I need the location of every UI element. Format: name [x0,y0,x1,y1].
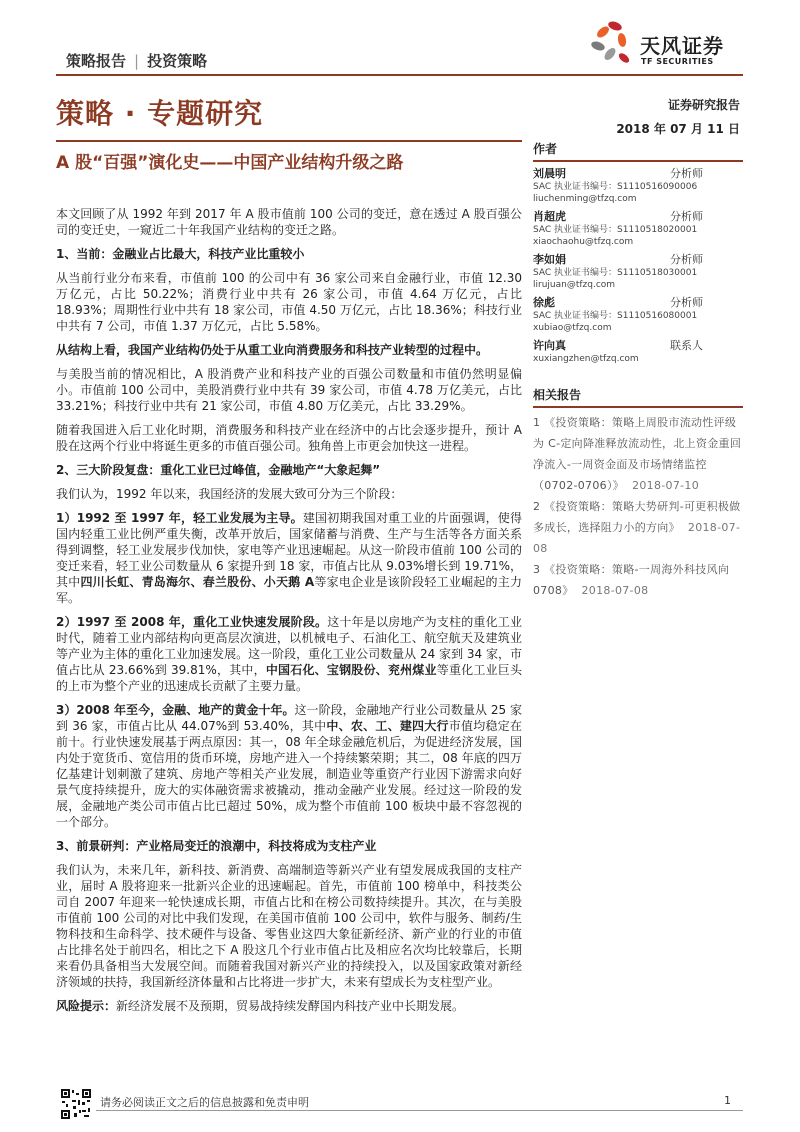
authors-panel [533,140,743,365]
category-separator: | [134,52,140,70]
report-type: 证券研究报告 [667,98,740,112]
authors-heading: 作者 [533,140,743,162]
author-role: 分析师 [670,253,703,266]
header-divider [56,74,743,76]
subcategory-label: 投资策略 [147,52,208,70]
stage-1-text: 建国初期我国对重工业的片面强调，使得国内轻重工业比例严重失衡，改革开放后，国家储蓄与消费、生产与生活等各方面关系得到调整，轻工业发展步伐加快，家电等产业迅速崛起。从这一阶段市值前 100 公司的变迁来看，轻工业公司数量从 6 家提升到 18 家，市值占比从 9.03%增长到 19.71%，其中 [56,511,522,589]
stage-2-paragraph [56,614,522,694]
related-report-date: 2018-07-08 [533,521,741,555]
author-header [533,294,703,310]
stage-3-text-end: 市值均稳定在前十。行业快速发展基于两点原因：其一，08 年全球金融危机后，为促进经济发展，国内处于宽货币、宽信用的货币环境，房地产进入一个持续繁荣期；其二，08 年底的四万亿基建计划刺激了建筑、房地产等相关产业发展，制造业等重资产行业因下游需求向好景气度持续提升，庞大的实体融资需求被撬动，推动金融产业发展。经过这一阶段的发展，金融地产类公司市值占比已超过 50%，成为整个市值前 100 板块中最不容忽视的一个部分。 [56,719,522,829]
author-header [533,165,703,181]
author-name: 刘晨明 [533,167,566,180]
author-role: 分析师 [670,296,703,309]
author-cert: SAC 执业证书编号：S1110516090006 [533,182,698,192]
stage-1-companies: 四川长虹、青岛海尔、春兰股份、小天鹅 A [80,575,315,589]
related-report-title: 1 《投资策略：策略上周股市流动性评级为 C-定向降准释放流动性，北上资金重回净流入-一周资金面及市场情绪监控（0702-0706）》 [533,416,742,492]
risk-paragraph [56,998,522,1014]
author-role: 分析师 [670,210,703,223]
risk-text: 新经济发展不及预期，贸易战持续发酵国内科技产业中长期发展。 [116,999,465,1013]
paragraph-us-comparison: 与美股当前的情况相比，A 股消费产业和科技产业的百强公司数量和市值仍然明显偏小。市值前 100 公司中，美股消费行业中共有 39 家公司，市值 4.78 万亿美元，占比 33.21%；科技行业中共有 21 家公司，市值 4.80 万亿美元，占比 33.29%。 [56,367,522,413]
page-number: 1 [724,1094,731,1107]
stage-1-paragraph [56,510,522,606]
report-date: 2018 年 07 月 11 日 [616,122,740,136]
paragraph-three-stages: 我们认为，1992 年以来，我国经济的发展大致可分为三个阶段： [56,487,403,501]
related-report-date: 2018-07-08 [581,584,649,597]
stage-3-paragraph [56,702,522,830]
stage-3-text: 这一阶段，金融地产行业公司数量从 25 家到 36 家，市值占比从 44.07%到 53.40%，其中 [56,703,522,733]
logo-wordmark: 天风证券 [640,34,724,58]
stage-2-text-end: 等重化工业巨头的上市为整个产业的迅速成长贡献了主要力量。 [56,663,522,693]
related-reports-panel [533,386,743,601]
author-cert: SAC 执业证书编号：S1110516080001 [533,311,698,321]
author-entry [533,165,743,205]
paragraph-structure-conclusion: 从结构上看，我国产业结构仍处于从重工业向消费服务和科技产业转型的过程中。 [56,343,489,357]
author-cert: SAC 执业证书编号：S1110518030001 [533,268,698,278]
author-email[interactable]: liuchenming@tfzq.com [533,194,637,204]
related-list [533,412,743,601]
author-header [533,251,703,267]
category-label: 策略报告 [66,52,127,70]
author-cert: SAC 执业证书编号：S1110518020001 [533,225,698,235]
author-entry [533,337,743,365]
footer-divider [96,1110,743,1111]
author-entry [533,294,743,334]
stage-2-companies: 中国石化、宝钢股份、兖州煤业 [265,663,437,677]
stage-2-heading: 2）1997 至 2008 年，重化工业快速发展阶段。 [56,615,328,629]
author-email[interactable]: xiaochaohu@tfzq.com [533,237,634,247]
related-report-date: 2018-07-10 [632,479,699,492]
paragraph-prospects: 我们认为，未来几年，新科技、新消费、高端制造等新兴产业有望发展成我国的支柱产业，届时 A 股将迎来一批新兴企业的迅速崛起。首先，市值前 100 榜单中，科技类公司自 2007 年迎来一轮快速成长期，市值占比和在榜公司数持续提升。其次，在与美股市值前 100 公司的对比中我们发现，在美国市值前 100 公司中，软件与服务、制药/生物科技和生命科学、技术硬件与设备、零售业这四大象征新经济、新产业的行业的市值占比排名处于前四名，相比之下 A 股这几个行业市值占比及相应名次均比较靠后，长期来看仍具备相当大发展空间。而随着我国对新兴产业的持续投入，以及国家政策对新经济领域的扶持，我国新经济体量和占比将进一步扩大，未来有望成长为支柱型产业。 [56,863,522,989]
page-title: 策略 · 专题研究 [56,97,264,130]
subtitle-divider [56,140,522,142]
author-name: 许向真 [533,339,566,352]
logo-english: TF SECURITIES [641,57,714,66]
related-report-title: 3 《投资策略：策略-一周海外科技风向 0708》 [533,563,730,597]
report-body [56,206,522,1022]
stage-3-heading: 3）2008 年至今，金融、地产的黄金十年。 [56,703,295,717]
section-heading-2: 2、三大阶段复盘：重化工业已过峰值，金融地产“大象起舞” [56,463,381,477]
section-heading-1: 1、当前：金融业占比最大，科技产业比重较小 [56,247,305,261]
author-name: 徐彪 [533,296,555,309]
author-name: 李如娟 [533,253,566,266]
report-category [66,50,207,71]
author-email[interactable]: xubiao@tfzq.com [533,323,612,333]
author-email[interactable]: lirujuan@tfzq.com [533,280,616,290]
author-role: 联系人 [670,339,703,352]
footer-disclaimer: 请务必阅读正文之后的信息披露和免责申明 [100,1096,309,1109]
risk-label: 风险提示： [56,999,117,1013]
author-name: 肖超虎 [533,210,566,223]
stage-2-text: 这十年是以房地产为支柱的重化工业时代，随着工业内部结构向更高层次演进，以机械电子、石油化工、航空航天及建筑业等产业为主体的重化工业加速发展。这一阶段，重化工业公司数量从 24 家到 34 家，市值占比从 23.66%到 39.81%，其中， [56,615,522,677]
stage-3-companies: 中、农、工、建四大行 [326,719,449,733]
author-entry [533,208,743,248]
related-report-link[interactable] [533,412,743,496]
author-role: 分析师 [670,167,703,180]
section-heading-3: 3、前景研判：产业格局变迁的浪潮中，科技将成为支柱产业 [56,839,377,853]
intro-paragraph: 本文回顾了从 1992 年到 2017 年 A 股市值前 100 公司的变迁，意在透过 A 股百强公司的变迁史，一窥近二十年我国产业结构的变迁之路。 [56,207,522,237]
stage-1-text-end: 等家电企业是该阶段轻工业崛起的主力军。 [56,575,522,605]
author-header [533,208,703,224]
report-subtitle: A 股“百强”演化史——中国产业结构升级之路 [56,153,404,173]
author-email[interactable]: xuxiangzhen@tfzq.com [533,354,639,364]
related-report-title: 2 《投资策略：策略大势研判-可更积极做多成长，选择阻力小的方向》 [533,500,741,534]
paragraph-outlook: 随着我国进入后工业化时期，消费服务和科技产业在经济中的占比会逐步提升，预计 A 股在这两个行业中将诞生更多的市值百强公司。独角兽上市更会加快这一进程。 [56,423,522,453]
author-header [533,337,703,353]
author-entry [533,251,743,291]
paragraph-industry-distribution: 从当前行业分布来看，市值前 100 的公司中有 36 家公司来自金融行业，市值 12.30 万亿元，占比 50.22%；消费行业中共有 26 家公司，市值 4.64 万亿元，占比 18.93%；周期性行业中共有 18 家公司，市值 4.50 万亿元，占比 18.36%；科技行业中共有 7 公司，市值 1.37 万亿元，占比 5.58%。 [56,271,522,333]
related-heading: 相关报告 [533,386,743,408]
stage-1-heading: 1）1992 至 1997 年，轻工业发展为主导。 [56,511,303,525]
related-report-link[interactable] [533,559,743,601]
qr-code-icon [60,1088,92,1120]
author-list [533,165,743,365]
related-report-link[interactable] [533,496,743,559]
